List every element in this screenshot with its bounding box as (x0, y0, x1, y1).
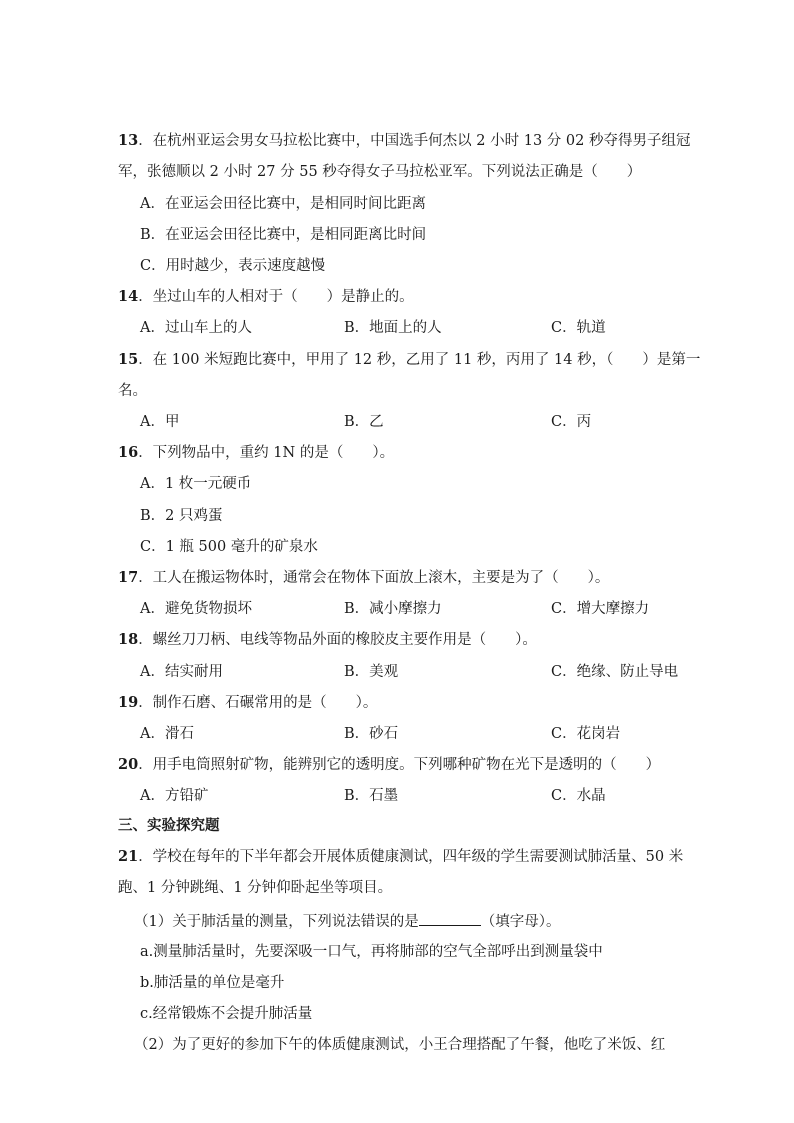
option-c: C．水晶 (551, 788, 606, 804)
option-b: B．地面上的人 (344, 320, 442, 336)
question-21 (118, 847, 683, 867)
subquestion-1 (134, 911, 560, 932)
question-text: ．在杭州亚运会男女马拉松比赛中，中国选手何杰以 2 小时 13 分 02 秒夺得男子组冠 (138, 133, 691, 149)
option-a: A．滑石 (140, 726, 194, 742)
option-c: C．轨道 (551, 320, 606, 336)
question-text: ．工人在搬运物体时，通常会在物体下面放上滚木，主要是为了（ ）。 (138, 570, 610, 586)
question-21-continued: 跑、1 分钟跳绳、1 分钟仰卧起坐等项目。 (118, 880, 393, 896)
subquestion-2: （2）为了更好的参加下午的体质健康测试，小王合理搭配了午餐，他吃了米饭、红 (134, 1037, 666, 1053)
option-a: A．在亚运会田径比赛中，是相同时间比距离 (140, 196, 426, 212)
question-15-continued: 名。 (118, 383, 147, 399)
option-b: B．美观 (344, 664, 399, 680)
option-a: A．结实耐用 (140, 664, 223, 680)
question-number: 20 (118, 756, 139, 773)
question-15 (118, 350, 700, 370)
question-14 (118, 287, 414, 307)
question-text: ．学校在每年的下半年都会开展体质健康测试，四年级的学生需要测试肺活量、50 米 (138, 849, 684, 865)
section-title: 三、实验探究题 (118, 818, 220, 834)
question-text: ．用手电筒照射矿物，能辨别它的透明度。下列哪种矿物在光下是透明的（ ） (138, 757, 661, 773)
question-number: 17 (118, 569, 139, 586)
question-number: 14 (118, 288, 139, 305)
option-b: B．砂石 (344, 726, 399, 742)
option-b: B．在亚运会田径比赛中，是相同距离比时间 (140, 227, 427, 243)
option-c: C．用时越少，表示速度越慢 (140, 258, 326, 274)
question-19 (118, 693, 377, 713)
subquestion-text: （1）关于肺活量的测量，下列说法错误的是 (134, 914, 419, 930)
statement-b: b.肺活量的单位是毫升 (140, 975, 285, 991)
option-a: A．甲 (140, 414, 180, 430)
question-number: 16 (118, 444, 139, 461)
question-16 (118, 443, 394, 463)
option-b: B．减小摩擦力 (344, 601, 442, 617)
statement-c: c.经常锻炼不会提升肺活量 (140, 1006, 313, 1022)
question-number: 21 (118, 848, 139, 865)
question-text: ．下列物品中，重约 1N 的是（ ）。 (138, 445, 395, 461)
option-a: A．避免货物损坏 (140, 601, 252, 617)
question-number: 13 (118, 132, 139, 149)
question-20 (118, 755, 660, 775)
question-number: 18 (118, 631, 139, 648)
question-text: ．制作石磨、石碾常用的是（ ）。 (138, 695, 378, 711)
question-text: ．坐过山车的人相对于（ ）是静止的。 (138, 289, 414, 305)
option-a: A．方铅矿 (140, 788, 209, 804)
question-text: ．在 100 米短跑比赛中，甲用了 12 秒，乙用了 11 秒，丙用了 14 秒，（ ）是第一 (138, 352, 701, 368)
option-a: A．过山车上的人 (140, 320, 252, 336)
subquestion-text-end: （填字母）。 (480, 914, 561, 930)
question-number: 15 (118, 351, 139, 368)
statement-a: a.测量肺活量时，先要深吸一口气，再将肺部的空气全部呼出到测量袋中 (140, 944, 603, 960)
question-13-continued: 军，张德顺以 2 小时 27 分 55 秒夺得女子马拉松亚军。下列说法正确是（ ） (118, 164, 642, 180)
answer-blank[interactable] (419, 911, 481, 926)
option-c: C．绝缘、防止导电 (551, 664, 679, 680)
question-text: ．螺丝刀刀柄、电线等物品外面的橡胶皮主要作用是（ ）。 (138, 632, 537, 648)
option-c: C．增大摩擦力 (551, 601, 650, 617)
option-a: A．1 枚一元硬币 (140, 476, 252, 492)
option-c: C．花岗岩 (551, 726, 621, 742)
option-c: C．1 瓶 500 毫升的矿泉水 (140, 539, 318, 555)
question-17 (118, 568, 609, 588)
option-c: C．丙 (551, 414, 592, 430)
question-number: 19 (118, 694, 139, 711)
question-18 (118, 630, 537, 650)
option-b: B．2 只鸡蛋 (140, 508, 223, 524)
question-13 (118, 131, 690, 151)
option-b: B．石墨 (344, 788, 399, 804)
option-b: B．乙 (344, 414, 384, 430)
